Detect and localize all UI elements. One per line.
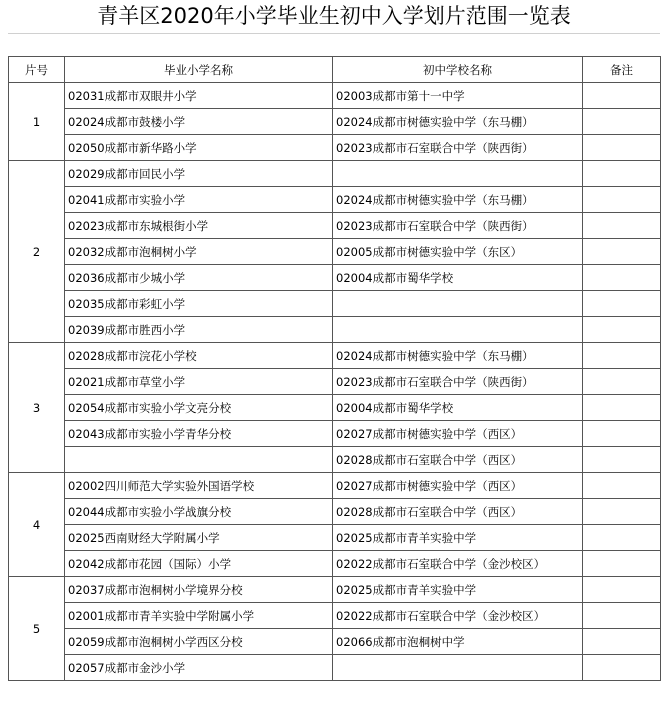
table-row <box>9 291 661 317</box>
middle-school-cell: 02024成都市树德实验中学（东马棚） <box>333 109 583 135</box>
primary-school-cell: 02001成都市青羊实验中学附属小学 <box>65 603 333 629</box>
table-row <box>9 395 661 421</box>
header-note: 备注 <box>583 57 661 83</box>
table-row <box>9 551 661 577</box>
note-cell <box>583 265 661 291</box>
middle-school-cell: 02027成都市树德实验中学（西区） <box>333 421 583 447</box>
note-cell <box>583 603 661 629</box>
table-row <box>9 421 661 447</box>
middle-school-cell: 02028成都市石室联合中学（西区） <box>333 447 583 473</box>
table-row <box>9 577 661 603</box>
note-cell <box>583 161 661 187</box>
district-number: 3 <box>9 343 65 473</box>
table-row <box>9 317 661 343</box>
district-number: 4 <box>9 473 65 577</box>
primary-school-cell: 02042成都市花园（国际）小学 <box>65 551 333 577</box>
middle-school-cell: 02004成都市蜀华学校 <box>333 395 583 421</box>
primary-school-cell: 02041成都市实验小学 <box>65 187 333 213</box>
note-cell <box>583 369 661 395</box>
district-number: 5 <box>9 577 65 681</box>
middle-school-cell <box>333 655 583 681</box>
primary-school-cell: 02035成都市彩虹小学 <box>65 291 333 317</box>
middle-school-cell: 02023成都市石室联合中学（陕西街） <box>333 135 583 161</box>
primary-school-cell: 02059成都市泡桐树小学西区分校 <box>65 629 333 655</box>
middle-school-cell: 02025成都市青羊实验中学 <box>333 577 583 603</box>
middle-school-cell <box>333 317 583 343</box>
note-cell <box>583 135 661 161</box>
primary-school-cell: 02050成都市新华路小学 <box>65 135 333 161</box>
table-row <box>9 109 661 135</box>
primary-school-cell: 02043成都市实验小学青华分校 <box>65 421 333 447</box>
header-row <box>9 57 661 83</box>
note-cell <box>583 629 661 655</box>
middle-school-cell: 02023成都市石室联合中学（陕西街） <box>333 369 583 395</box>
note-cell <box>583 83 661 109</box>
middle-school-cell: 02022成都市石室联合中学（金沙校区） <box>333 551 583 577</box>
primary-school-cell: 02032成都市泡桐树小学 <box>65 239 333 265</box>
table-row <box>9 239 661 265</box>
note-cell <box>583 655 661 681</box>
page-title: 青羊区2020年小学毕业生初中入学划片范围一览表 <box>97 4 571 28</box>
note-cell <box>583 213 661 239</box>
primary-school-cell: 02044成都市实验小学战旗分校 <box>65 499 333 525</box>
primary-school-cell: 02021成都市草堂小学 <box>65 369 333 395</box>
table-row <box>9 603 661 629</box>
note-cell <box>583 473 661 499</box>
middle-school-cell: 02066成都市泡桐树中学 <box>333 629 583 655</box>
primary-school-cell: 02024成都市鼓楼小学 <box>65 109 333 135</box>
note-cell <box>583 187 661 213</box>
table-body <box>9 83 661 681</box>
note-cell <box>583 395 661 421</box>
middle-school-cell: 02024成都市树德实验中学（东马棚） <box>333 187 583 213</box>
middle-school-cell: 02024成都市树德实验中学（东马棚） <box>333 343 583 369</box>
middle-school-cell: 02028成都市石室联合中学（西区） <box>333 499 583 525</box>
middle-school-cell <box>333 161 583 187</box>
table-row <box>9 265 661 291</box>
note-cell <box>583 239 661 265</box>
blank-row <box>8 33 660 56</box>
note-cell <box>583 109 661 135</box>
middle-school-cell: 02023成都市石室联合中学（陕西街） <box>333 213 583 239</box>
primary-school-cell: 02023成都市东城根街小学 <box>65 213 333 239</box>
middle-school-cell: 02004成都市蜀华学校 <box>333 265 583 291</box>
primary-school-cell: 02037成都市泡桐树小学境界分校 <box>65 577 333 603</box>
primary-school-cell: 02029成都市回民小学 <box>65 161 333 187</box>
table-row <box>9 447 661 473</box>
header-primary-school: 毕业小学名称 <box>65 57 333 83</box>
table-row <box>9 629 661 655</box>
table-row <box>9 343 661 369</box>
table-row <box>9 83 661 109</box>
primary-school-cell: 02057成都市金沙小学 <box>65 655 333 681</box>
primary-school-cell: 02002四川师范大学实验外国语学校 <box>65 473 333 499</box>
note-cell <box>583 317 661 343</box>
middle-school-cell: 02022成都市石室联合中学（金沙校区） <box>333 603 583 629</box>
note-cell <box>583 499 661 525</box>
primary-school-cell <box>65 447 333 473</box>
district-number: 1 <box>9 83 65 161</box>
primary-school-cell: 02025西南财经大学附属小学 <box>65 525 333 551</box>
note-cell <box>583 343 661 369</box>
primary-school-cell: 02036成都市少城小学 <box>65 265 333 291</box>
primary-school-cell: 02039成都市胜西小学 <box>65 317 333 343</box>
middle-school-cell: 02027成都市树德实验中学（西区） <box>333 473 583 499</box>
note-cell <box>583 291 661 317</box>
district-number: 2 <box>9 161 65 343</box>
table-row <box>9 499 661 525</box>
table-row <box>9 187 661 213</box>
table-row <box>9 473 661 499</box>
table-row <box>9 135 661 161</box>
enrollment-table <box>8 56 661 681</box>
header-middle-school: 初中学校名称 <box>333 57 583 83</box>
middle-school-cell: 02003成都市第十一中学 <box>333 83 583 109</box>
table-row <box>9 369 661 395</box>
note-cell <box>583 525 661 551</box>
primary-school-cell: 02054成都市实验小学文亮分校 <box>65 395 333 421</box>
primary-school-cell: 02031成都市双眼井小学 <box>65 83 333 109</box>
middle-school-cell: 02005成都市树德实验中学（东区） <box>333 239 583 265</box>
middle-school-cell <box>333 291 583 317</box>
note-cell <box>583 551 661 577</box>
note-cell <box>583 577 661 603</box>
table-row <box>9 525 661 551</box>
note-cell <box>583 421 661 447</box>
header-pian: 片号 <box>9 57 65 83</box>
table-row <box>9 213 661 239</box>
primary-school-cell: 02028成都市浣花小学校 <box>65 343 333 369</box>
middle-school-cell: 02025成都市青羊实验中学 <box>333 525 583 551</box>
note-cell <box>583 447 661 473</box>
table-row <box>9 161 661 187</box>
table-row <box>9 655 661 681</box>
